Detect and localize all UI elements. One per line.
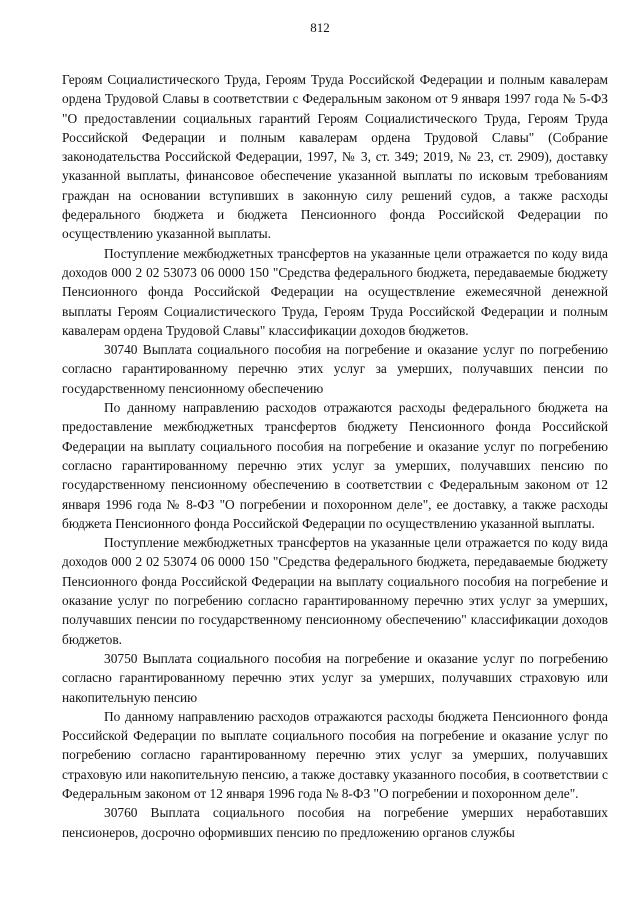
document-body	[62, 70, 608, 842]
paragraph-continuation: Героям Социалистического Труда, Героям Труда Российской Федерации и полным кавалерам ордена Трудовой Славы в соответствии с Федеральным законом от 9 января 1997 года № 5-ФЗ "О предоставлении социальных гарантий Героям Социалистического Труда, Героям Труда Российской Федерации и полным кавалерам ордена Трудовой Славы" (Собрание законодательства Российской Федерации, 1997, № 3, ст. 349; 2019, № 23, ст. 2909), доставку указанной выплаты, финансовое обеспечение указанной выплаты по исковым требованиям граждан на основании вступивших в законную силу решений судов, а также расходы федерального бюджета и бюджета Пенсионного фонда Российской Федерации по осуществлению указанной выплаты.	[62, 72, 608, 242]
section-heading-30740: 30740 Выплата социального пособия на погребение и оказание услуг по погребению согласно гарантированному перечню этих услуг за умерших, получавших пенсии по государственному пенсионному обеспечению	[62, 342, 608, 396]
paragraph: По данному направлению расходов отражаются расходы бюджета Пенсионного фонда Российской Федерации по выплате социального пособия на погребение и оказание услуг по погребению согласно гарантированному перечню этих услуг за умерших, получавших страховую или накопительную пенсию, а также доставку указанного пособия, в соответствии с Федеральным законом от 12 января 1996 года № 8-ФЗ "О погребении и похоронном деле".	[62, 708, 608, 801]
page-number: 812	[310, 20, 330, 35]
paragraph: Поступление межбюджетных трансфертов на указанные цели отражается по коду вида доходов 000 2 02 53074 06 0000 150 "Средства федерального бюджета, передаваемые бюджету Пенсионного фонда Российской Федерации на выплату социального пособия на погребение и оказание услуг по погребению согласно гарантированному перечню этих услуг за умерших, получавших пенсии по государственному пенсионному обеспечению" классификации доходов бюджетов.	[62, 535, 608, 647]
section-heading-30760: 30760 Выплата социального пособия на погребение умерших неработавших пенсионеров, досрочно оформивших пенсию по предложению органов службы	[62, 805, 608, 840]
paragraph: Поступление межбюджетных трансфертов на указанные цели отражается по коду вида доходов 000 2 02 53073 06 0000 150 "Средства федерального бюджета, передаваемые бюджету Пенсионного фонда Российской Федерации на осуществление ежемесячной денежной выплаты Героям Социалистического Труда, Героям Труда Российской Федерации и полным кавалерам ордена Трудовой Славы" классификации доходов бюджетов.	[62, 245, 608, 338]
paragraph: По данному направлению расходов отражаются расходы федерального бюджета на предоставление межбюджетных трансфертов бюджету Пенсионного фонда Российской Федерации на выплату социального пособия на погребение и оказание услуг по погребению согласно гарантированному перечню этих услуг за умерших, получавших пенсию по государственному пенсионному обеспечению в соответствии с Федеральным законом от 12 января 1996 года № 8-ФЗ "О погребении и похоронном деле", ее доставку, а также расходы бюджета Пенсионного фонда Российской Федерации по осуществлению указанной выплаты.	[62, 400, 608, 531]
section-heading-30750: 30750 Выплата социального пособия на погребение и оказание услуг по погребению согласно гарантированному перечню этих услуг за умерших, получавших страховую или накопительную пенсию	[62, 650, 608, 705]
